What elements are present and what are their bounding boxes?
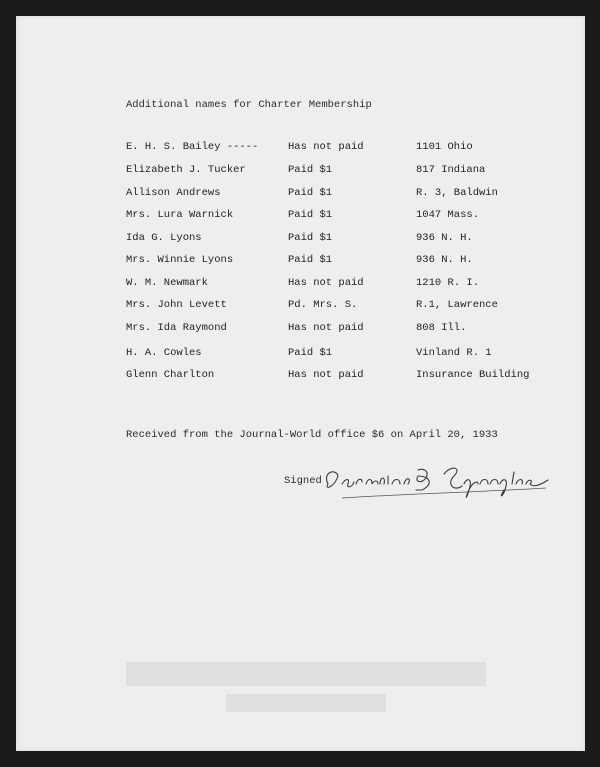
member-name: Mrs. Ida Raymond [126, 322, 227, 334]
member-row [16, 347, 585, 361]
member-name: Mrs. Lura Warnick [126, 209, 234, 221]
member-address: Insurance Building [416, 369, 530, 381]
member-row [16, 277, 585, 291]
member-status: Has not paid [288, 322, 364, 334]
member-row [16, 232, 585, 246]
member-name: E. H. S. Bailey ----- [126, 141, 259, 153]
member-row [16, 299, 585, 313]
member-row [16, 141, 585, 155]
member-name: Elizabeth J. Tucker [126, 164, 246, 176]
member-address: R.1, Lawrence [416, 299, 498, 311]
member-name: W. M. Newmark [126, 277, 208, 289]
member-address: 1210 R. I. [416, 277, 480, 289]
member-status: Paid $1 [288, 164, 333, 176]
member-row [16, 187, 585, 201]
signature-stroke-2 [444, 468, 548, 497]
document-page [16, 16, 585, 751]
signature [322, 462, 552, 506]
member-status: Paid $1 [288, 187, 333, 199]
member-address: R. 3, Baldwin [416, 187, 498, 199]
letterhead-watermark [106, 652, 506, 722]
member-address: 808 Ill. [416, 322, 467, 334]
member-status: Has not paid [288, 369, 364, 381]
member-address: Vinland R. 1 [416, 347, 492, 359]
member-status: Has not paid [288, 277, 364, 289]
member-name: Allison Andrews [126, 187, 221, 199]
member-row [16, 322, 585, 336]
received-note: Received from the Journal-World office $6 on April 20, 1933 [126, 429, 498, 441]
member-name: Mrs. Winnie Lyons [126, 254, 234, 266]
member-status: Pd. Mrs. S. [288, 299, 358, 311]
member-name: H. A. Cowles [126, 347, 202, 359]
signed-label: Signed [284, 475, 322, 487]
member-status: Paid $1 [288, 209, 333, 221]
member-row [16, 254, 585, 268]
member-name: Ida G. Lyons [126, 232, 202, 244]
member-name: Mrs. John Levett [126, 299, 227, 311]
document-heading: Additional names for Charter Membership [126, 99, 372, 111]
member-row [16, 369, 585, 383]
signature-underline [342, 488, 546, 498]
member-address: 1047 Mass. [416, 209, 480, 221]
member-row [16, 209, 585, 223]
signature-stroke [327, 469, 430, 490]
member-address: 1101 Ohio [416, 141, 473, 153]
member-address: 936 N. H. [416, 254, 473, 266]
member-status: Paid $1 [288, 347, 333, 359]
member-name: Glenn Charlton [126, 369, 215, 381]
member-address: 936 N. H. [416, 232, 473, 244]
member-address: 817 Indiana [416, 164, 486, 176]
member-status: Paid $1 [288, 232, 333, 244]
member-status: Paid $1 [288, 254, 333, 266]
member-status: Has not paid [288, 141, 364, 153]
member-row [16, 164, 585, 178]
